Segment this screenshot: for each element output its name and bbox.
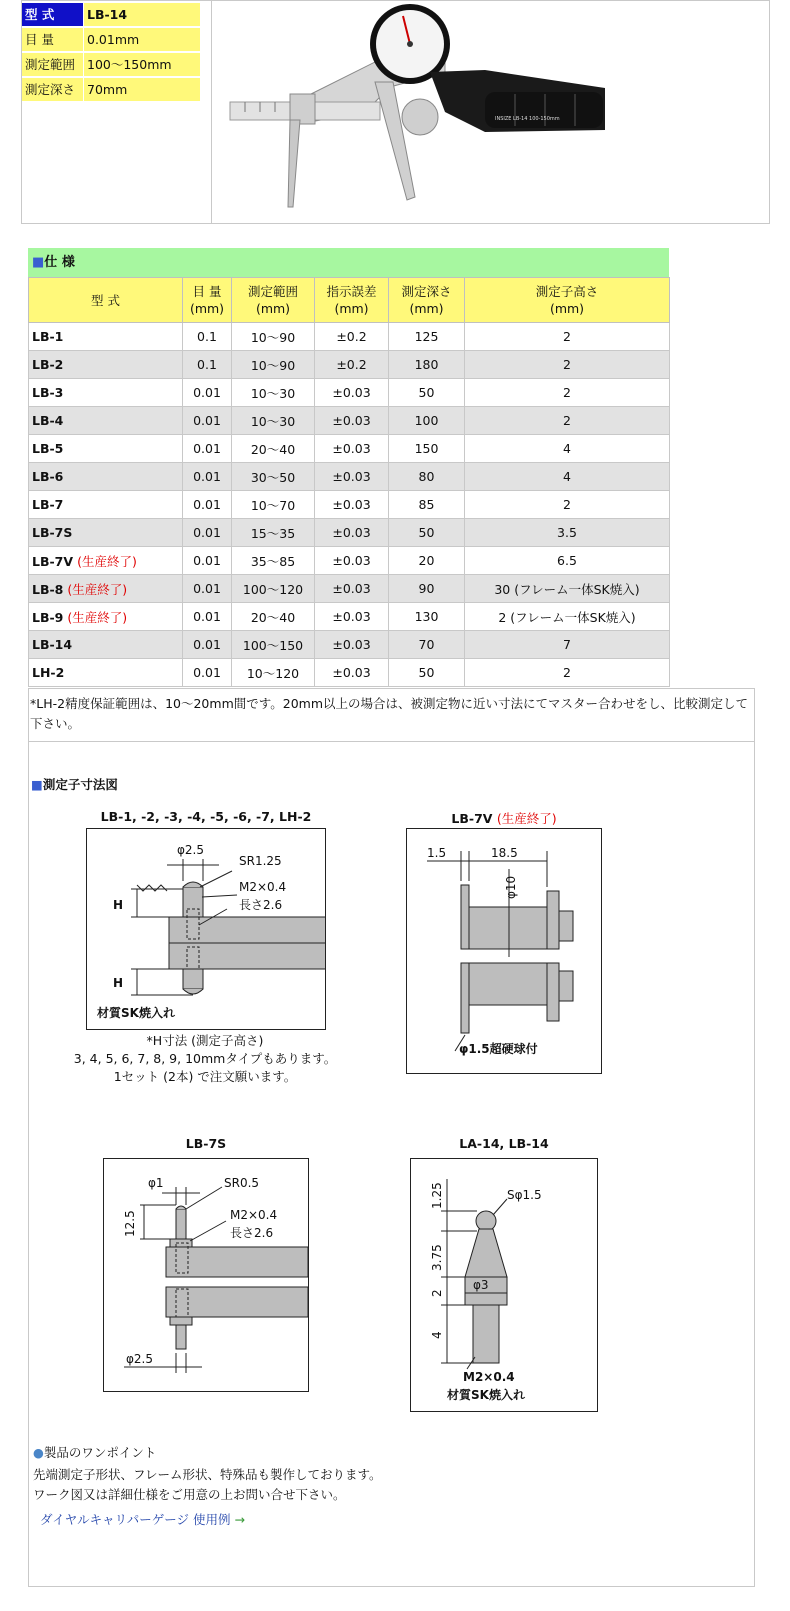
grad-cell (183, 519, 232, 547)
height-cell (465, 603, 670, 631)
range-cell (232, 631, 315, 659)
summary-value: 70mm (84, 78, 200, 101)
cell-text: 20～40 (250, 609, 296, 625)
depth-cell (389, 379, 465, 407)
error-cell (315, 575, 389, 603)
grad-cell (183, 323, 232, 351)
diagram-label: 長さ2.6 (239, 898, 283, 912)
depth-cell (389, 463, 465, 491)
summary-row-model (22, 3, 200, 26)
depth-cell (389, 659, 465, 687)
height-cell (465, 575, 670, 603)
model-cell (29, 435, 183, 463)
diagram-label: 材質SK焼入れ (97, 1006, 175, 1020)
cell-text: LB-6 (32, 469, 64, 484)
height-cell (465, 351, 670, 379)
height-cell (465, 435, 670, 463)
grad-cell (183, 631, 232, 659)
summary-value: 0.01mm (84, 28, 200, 51)
cell-text: 4 (563, 441, 571, 456)
cell-text: 50 (418, 665, 435, 680)
cell-text: 35～85 (250, 553, 296, 569)
caption-line: 1セット (2本) で注文願います。 (113, 1069, 297, 1084)
table-row (29, 603, 670, 631)
cell-text: 0.01 (193, 385, 221, 400)
cell-text: LB-7V (32, 553, 74, 569)
caption-line: 3, 4, 5, 6, 7, 8, 9, 10mmタイプもあります。 (73, 1051, 337, 1066)
diagram-label: SR1.25 (239, 854, 282, 868)
discontinued-note: (生産終了) (496, 811, 557, 826)
grad-cell (183, 351, 232, 379)
cell-text: 2 (563, 329, 571, 344)
diagram-label: H (113, 898, 124, 912)
grad-cell (183, 435, 232, 463)
diagram-label: φ3 (473, 1278, 489, 1292)
discontinued-note: (生産終了) (67, 609, 128, 625)
range-cell (232, 659, 315, 687)
grad-cell (183, 463, 232, 491)
cell-text: LB-4 (32, 413, 64, 428)
diagram-label: 3.75 (430, 1244, 444, 1271)
depth-cell (389, 351, 465, 379)
grad-cell (183, 659, 232, 687)
dims-heading-text: 測定子寸法図 (42, 777, 118, 792)
square-bullet-icon: ■ (32, 255, 45, 270)
diagram-label: SR0.5 (224, 1176, 260, 1190)
cell-text: 0.1 (197, 329, 217, 344)
cell-text: ±0.03 (332, 469, 371, 484)
cell-text: 10～30 (250, 413, 296, 429)
error-cell (315, 323, 389, 351)
cell-text: ±0.03 (332, 637, 371, 652)
column-header: 測定深さ (mm) (389, 278, 465, 323)
range-cell (232, 603, 315, 631)
error-cell (315, 519, 389, 547)
depth-cell (389, 547, 465, 575)
spec-header-row (29, 278, 670, 323)
cell-text: 10～70 (250, 497, 296, 513)
cell-text: ±0.2 (336, 357, 367, 372)
cell-text: 0.01 (193, 525, 221, 540)
range-cell (232, 351, 315, 379)
range-cell (232, 323, 315, 351)
cell-text: 2 (563, 413, 571, 428)
height-cell (465, 659, 670, 687)
diagram-title-text: LA-14, LB-14 (459, 1136, 549, 1151)
grad-cell (183, 603, 232, 631)
cell-text: 30～50 (250, 469, 296, 485)
error-cell (315, 435, 389, 463)
cell-text: 20～40 (250, 441, 296, 457)
cell-text: 10～90 (250, 329, 296, 345)
cell-text: 125 (414, 329, 439, 344)
cell-text: LB-7 (32, 497, 64, 512)
table-row (29, 631, 670, 659)
cell-text: LB-7S (32, 525, 73, 540)
table-row (29, 491, 670, 519)
cell-text: ±0.03 (332, 441, 371, 456)
cell-text: 50 (418, 385, 435, 400)
grad-cell (183, 379, 232, 407)
summary-row-depth (22, 78, 200, 101)
summary-value: 100～150mm (84, 53, 200, 76)
model-cell (29, 351, 183, 379)
diagram-label: φ2.5 (177, 843, 204, 857)
dims-heading (31, 775, 118, 793)
range-cell (232, 407, 315, 435)
cell-text: 50 (418, 525, 435, 540)
spec-section-header (28, 248, 669, 277)
depth-cell (389, 603, 465, 631)
depth-cell (389, 491, 465, 519)
model-cell (29, 547, 183, 575)
depth-cell (389, 435, 465, 463)
handle-print: INSIZE LB-14 100-150mm (495, 116, 560, 122)
summary-value: LB-14 (84, 3, 200, 26)
cell-text: 10～90 (250, 357, 296, 373)
cell-text: 30 (フレーム一体SK焼入) (494, 581, 640, 597)
cell-text: 15～35 (250, 525, 296, 541)
onepoint-title-text: 製品のワンポイント (43, 1445, 157, 1460)
diagram-label: φ10 (504, 875, 518, 899)
diagram-label: 材質SK焼入れ (447, 1388, 525, 1402)
height-cell (465, 491, 670, 519)
spec-section-title: 仕 様 (44, 255, 75, 270)
bullet-dot-icon: ● (33, 1445, 44, 1460)
divider (28, 741, 755, 742)
table-row (29, 323, 670, 351)
cell-text: LB-8 (32, 581, 64, 597)
cell-text: 2 (563, 665, 571, 680)
cell-text: 100～120 (242, 581, 304, 597)
cell-text: LB-1 (32, 329, 64, 344)
error-cell (315, 631, 389, 659)
cell-text: ±0.03 (332, 413, 371, 428)
error-cell (315, 379, 389, 407)
cell-text: ±0.03 (332, 553, 371, 568)
depth-cell (389, 631, 465, 659)
onepoint-line: 先端測定子形状、フレーム形状、特殊品も製作しております。 (33, 1467, 382, 1482)
error-cell (315, 547, 389, 575)
height-cell (465, 463, 670, 491)
height-cell (465, 547, 670, 575)
diagram-title-text: LB-1, -2, -3, -4, -5, -6, -7, LH-2 (100, 809, 312, 824)
diagram-title-text: LB-7S (185, 1136, 227, 1151)
error-cell (315, 603, 389, 631)
grad-cell (183, 547, 232, 575)
range-cell (232, 491, 315, 519)
grad-cell (183, 491, 232, 519)
diagram-lb7s (103, 1158, 309, 1392)
table-row (29, 659, 670, 687)
summary-row-graduation (22, 28, 200, 51)
diagram-title (86, 809, 326, 824)
model-cell (29, 603, 183, 631)
column-header: 指示誤差 (mm) (315, 278, 389, 323)
cell-text: 2 (563, 385, 571, 400)
column-header: 測定範囲 (mm) (232, 278, 315, 323)
diagram-title (103, 1136, 309, 1151)
error-cell (315, 491, 389, 519)
table-row (29, 547, 670, 575)
onepoint-title (33, 1443, 156, 1461)
cell-text: LB-3 (32, 385, 64, 400)
height-cell (465, 631, 670, 659)
model-cell (29, 323, 183, 351)
cell-text: 0.01 (193, 413, 221, 428)
error-cell (315, 351, 389, 379)
cell-text: 0.01 (193, 581, 221, 596)
range-cell (232, 463, 315, 491)
cell-text: 2 (563, 357, 571, 372)
diagram-label: 2 (430, 1289, 444, 1297)
cell-text: 4 (563, 469, 571, 484)
cell-text: ±0.03 (332, 497, 371, 512)
diagram-label: 長さ2.6 (230, 1226, 274, 1240)
cell-text: LB-2 (32, 357, 64, 372)
square-bullet-icon: ■ (31, 777, 43, 792)
grad-cell (183, 575, 232, 603)
cell-text: 70 (418, 637, 435, 652)
summary-row-range (22, 53, 200, 76)
height-cell (465, 323, 670, 351)
cell-text: 0.01 (193, 665, 221, 680)
cell-text: 10～30 (250, 385, 296, 401)
cell-text: 0.01 (193, 553, 221, 568)
cell-text: ±0.03 (332, 581, 371, 596)
diagram-label: 4 (430, 1331, 444, 1339)
diagram-label: 1.25 (430, 1182, 444, 1209)
depth-cell (389, 575, 465, 603)
cell-text: 7 (563, 637, 571, 652)
height-cell (465, 519, 670, 547)
product-photo (215, 2, 615, 217)
table-row (29, 463, 670, 491)
column-header: 目 量 (mm) (183, 278, 232, 323)
cell-text: 180 (414, 357, 439, 372)
column-header: 測定子高さ (mm) (465, 278, 670, 323)
diagram-title (410, 1136, 598, 1151)
cell-text: 0.01 (193, 497, 221, 512)
error-cell (315, 407, 389, 435)
cell-text: 90 (418, 581, 435, 596)
cell-text: 2 (フレーム一体SK焼入) (498, 609, 636, 625)
diagram-label: M2×0.4 (463, 1370, 515, 1384)
diagram-lb1-lh2 (86, 828, 326, 1030)
model-cell (29, 463, 183, 491)
range-cell (232, 435, 315, 463)
depth-cell (389, 323, 465, 351)
discontinued-note: (生産終了) (67, 581, 128, 597)
range-cell (232, 519, 315, 547)
depth-cell (389, 407, 465, 435)
cell-text: 100 (414, 413, 439, 428)
column-header: 型 式 (29, 278, 183, 323)
diagram-title-text: LB-7V (451, 811, 493, 826)
diagram-label: φ2.5 (126, 1352, 153, 1366)
table-row (29, 435, 670, 463)
cell-text: LH-2 (32, 665, 65, 680)
cell-text: ±0.03 (332, 609, 371, 624)
discontinued-note: (生産終了) (77, 553, 137, 569)
precision-footnote: *LH-2精度保証範囲は、10～20mm間です。20mm以上の場合は、被測定物に近い寸法にてマスター合わせをし、比較測定して下さい。 (30, 696, 749, 731)
error-cell (315, 463, 389, 491)
diagram-label: φ1 (148, 1176, 164, 1190)
cell-text: 80 (418, 469, 435, 484)
diagram-label: φ1.5超硬球付 (459, 1042, 538, 1056)
model-cell (29, 631, 183, 659)
cell-text: 0.1 (197, 357, 217, 372)
diagram-la14-lb14 (410, 1158, 598, 1412)
cell-text: 0.01 (193, 609, 221, 624)
range-cell (232, 379, 315, 407)
range-cell (232, 575, 315, 603)
diagram-label: 18.5 (491, 846, 518, 860)
cell-text: LB-9 (32, 609, 64, 625)
summary-label: 型 式 (22, 3, 83, 26)
model-cell (29, 519, 183, 547)
cell-text: ±0.03 (332, 385, 371, 400)
model-cell (29, 407, 183, 435)
summary-label: 測定範囲 (22, 53, 83, 76)
diagram-caption (60, 1032, 350, 1086)
caption-line: *H寸法 (測定子高さ) (146, 1033, 264, 1048)
cell-text: 20 (418, 553, 435, 568)
diagram-label: Sφ1.5 (507, 1188, 542, 1202)
height-cell (465, 379, 670, 407)
diagram-title (406, 809, 602, 827)
cell-text: 10～120 (246, 665, 300, 681)
table-row (29, 351, 670, 379)
onepoint-line: ワーク図又は詳細仕様をご用意の上お問い合せ下さい。 (33, 1487, 346, 1502)
model-cell (29, 575, 183, 603)
cell-text: 85 (418, 497, 435, 512)
diagram-label: 12.5 (123, 1210, 137, 1237)
diagram-label: H (113, 976, 124, 990)
usage-link-text[interactable]: ダイヤルキャリパーゲージ 使用例 (40, 1512, 231, 1527)
diagram-label: M2×0.4 (230, 1208, 278, 1222)
cell-text: ±0.03 (332, 665, 371, 680)
cell-text: 2 (563, 497, 571, 512)
cell-text: ±0.03 (332, 525, 371, 540)
model-cell (29, 491, 183, 519)
grad-cell (183, 407, 232, 435)
cell-text: ±0.2 (336, 329, 367, 344)
table-row (29, 519, 670, 547)
cell-text: 130 (414, 609, 439, 624)
diagram-label: M2×0.4 (239, 880, 287, 894)
summary-label: 測定深さ (22, 78, 83, 101)
height-cell (465, 407, 670, 435)
onepoint-body (33, 1465, 382, 1505)
usage-example-link[interactable] (40, 1510, 245, 1528)
cell-text: LB-14 (32, 637, 73, 652)
cell-text: 100～150 (242, 637, 304, 653)
model-cell (29, 379, 183, 407)
diagram-lb7v (406, 828, 602, 1074)
cell-text: LB-5 (32, 441, 64, 456)
depth-cell (389, 519, 465, 547)
cell-text: 0.01 (193, 637, 221, 652)
table-row (29, 379, 670, 407)
range-cell (232, 547, 315, 575)
spec-table (28, 277, 670, 687)
cell-text: 0.01 (193, 469, 221, 484)
summary-label: 目 量 (22, 28, 83, 51)
table-row (29, 575, 670, 603)
cell-text: 6.5 (557, 553, 577, 568)
table-row (29, 407, 670, 435)
error-cell (315, 659, 389, 687)
model-cell (29, 659, 183, 687)
summary-table (21, 3, 201, 103)
summary-divider (211, 0, 212, 224)
cell-text: 150 (414, 441, 439, 456)
arrow-right-icon: → (234, 1512, 245, 1527)
cell-text: 3.5 (557, 525, 577, 540)
diagram-label: 1.5 (427, 846, 447, 860)
cell-text: 0.01 (193, 441, 221, 456)
